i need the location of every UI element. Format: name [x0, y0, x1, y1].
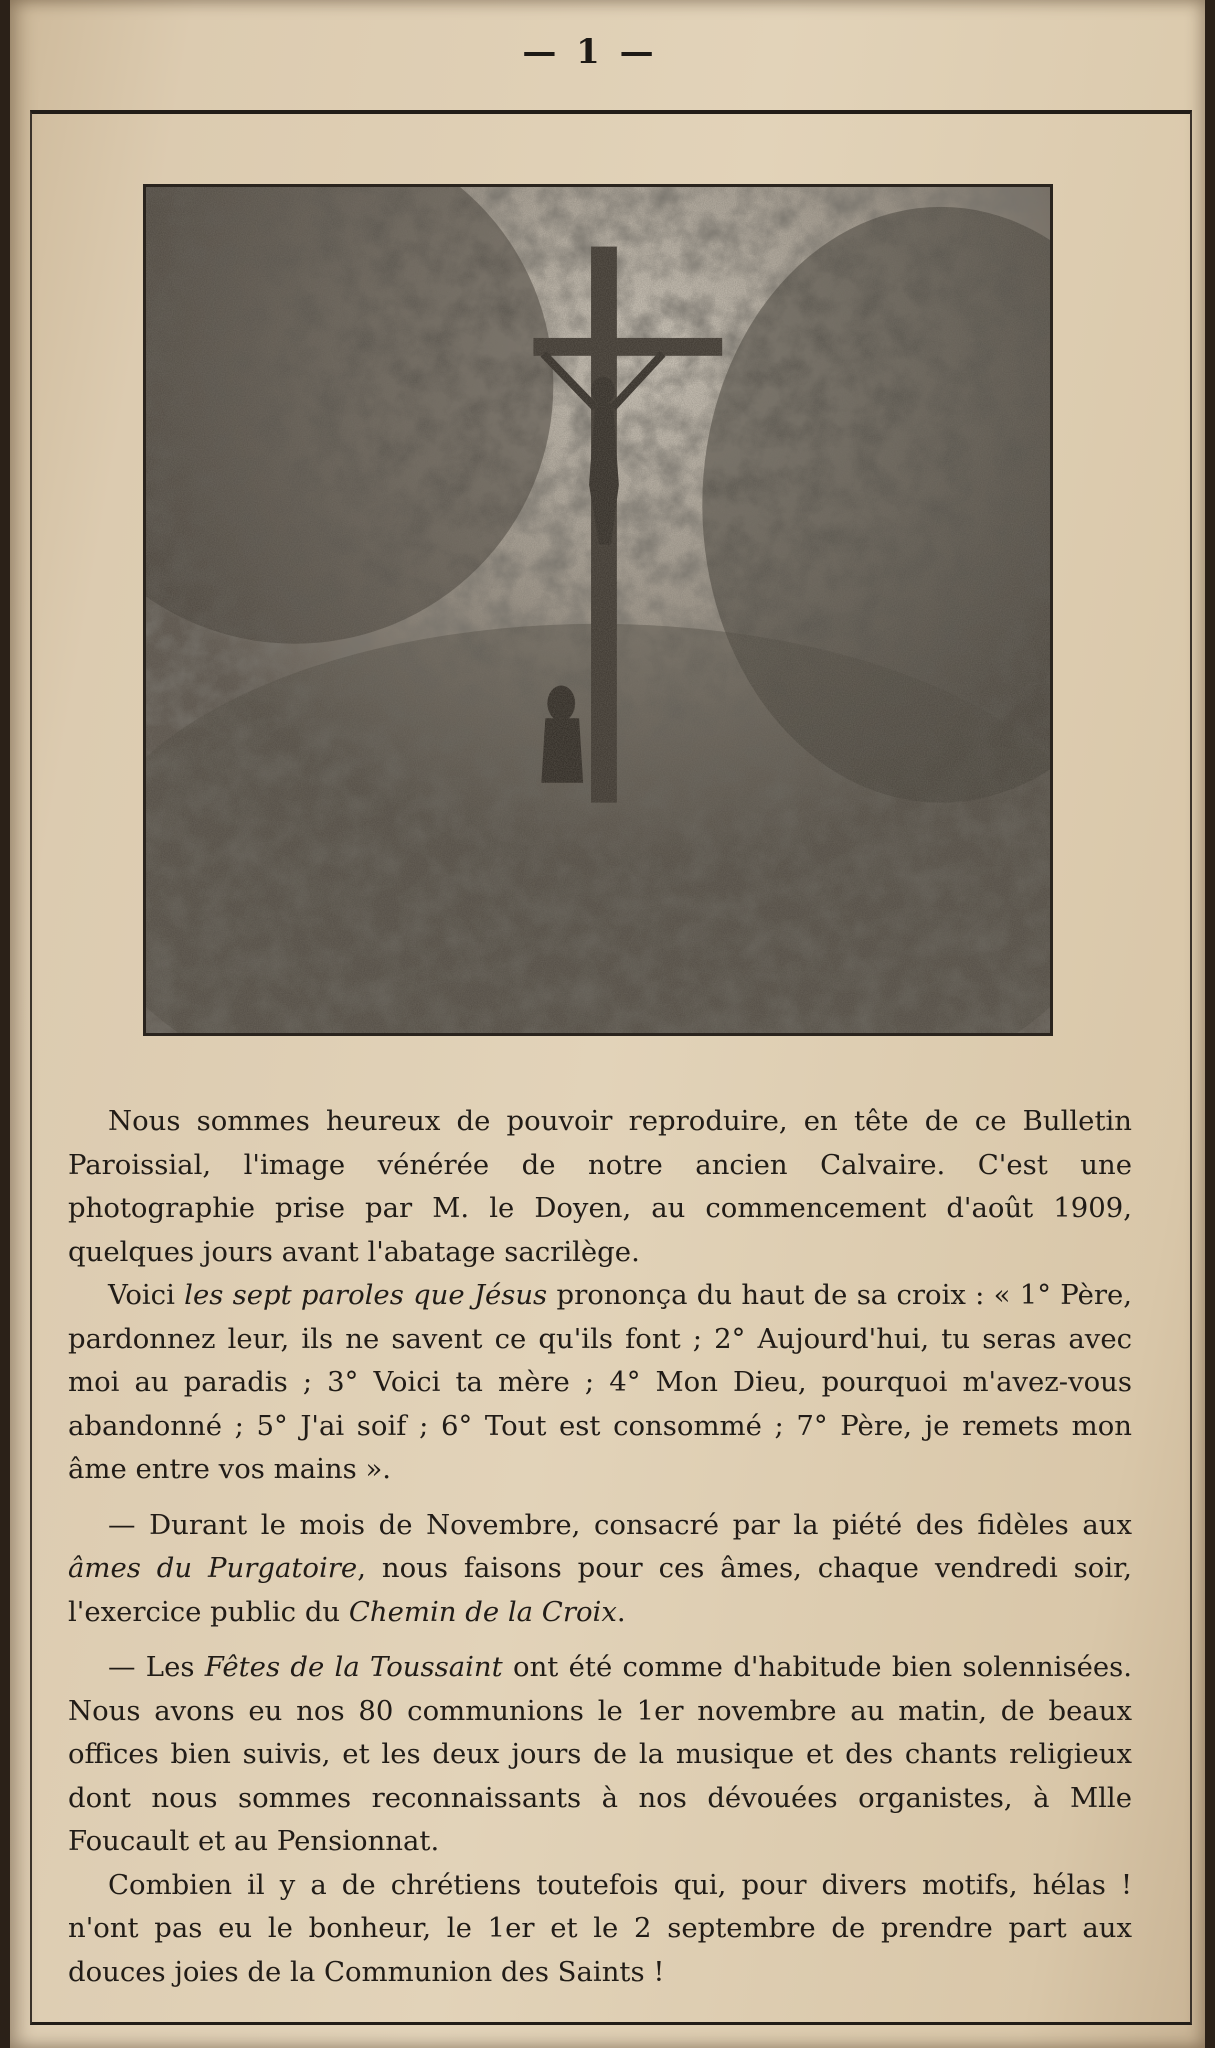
paragraph-seven-words — [68, 1274, 1132, 1492]
calvary-photo-illustration — [146, 187, 1050, 1033]
bulletin-text — [68, 1100, 1132, 1994]
italic-run: Chemin de la Croix — [348, 1595, 617, 1628]
text-run: . — [616, 1595, 626, 1628]
bulletin-page — [10, 0, 1205, 2048]
paragraph-november — [68, 1504, 1132, 1635]
text-run: Voici — [108, 1279, 185, 1311]
italic-run: Fêtes de la Toussaint — [204, 1651, 503, 1683]
text-run: — Les — [108, 1651, 205, 1683]
paragraph-toussaint — [68, 1646, 1132, 1864]
paragraph-communion: Combien il y a de chrétiens toutefois qui, pour divers motifs, hélas ! n'ont pas eu le bonheur, le 1er et le 2 septembre de prendre part aux douces joies de la Communion des Saints ! — [68, 1868, 1132, 1988]
italic-run: âmes du Purgatoire — [68, 1552, 358, 1584]
text-run: , nous faisons pour ces âmes, chaque vendredi soir, l'exercice public du — [68, 1552, 1133, 1628]
calvary-photograph — [143, 184, 1053, 1036]
italic-run: les sept paroles que Jésus — [184, 1279, 548, 1311]
text-run: prononça du haut de sa croix : « 1° Père, pardonnez leur, ils ne savent ce qu'ils font ; 2° Aujourd'hui, tu seras avec moi au paradis ; 3° Voici ta mère ; 4° Mon Dieu, pourquoi m'avez-vous abandonné ; 5° J'ai soif ; 6° Tout est consommé ; 7° Père, je remets mon âme entre vos mains ». — [68, 1279, 1133, 1485]
page-number: — 1 — — [522, 32, 658, 72]
text-run: ont été comme d'habitude bien solennisées. Nous avons eu nos 80 communions le 1er novembre au matin, de beaux offices bien suivis, et les deux jours de la musique et des chants religieux dont nous sommes reconnaissants à nos dévouées organistes, à Mlle Foucault et au Pensionnat. — [68, 1651, 1132, 1857]
paragraph-calvary-photo: Nous sommes heureux de pouvoir reproduire, en tête de ce Bulletin Paroissial, l'image vénérée de notre ancien Calvaire. C'est une photographie prise par M. le Doyen, au commencement d'août 1909, quelques jours avant l'abatage sacrilège. — [68, 1105, 1132, 1268]
text-run: — Durant le mois de Novembre, consacré par la piété des fidèles aux — [108, 1508, 1132, 1541]
